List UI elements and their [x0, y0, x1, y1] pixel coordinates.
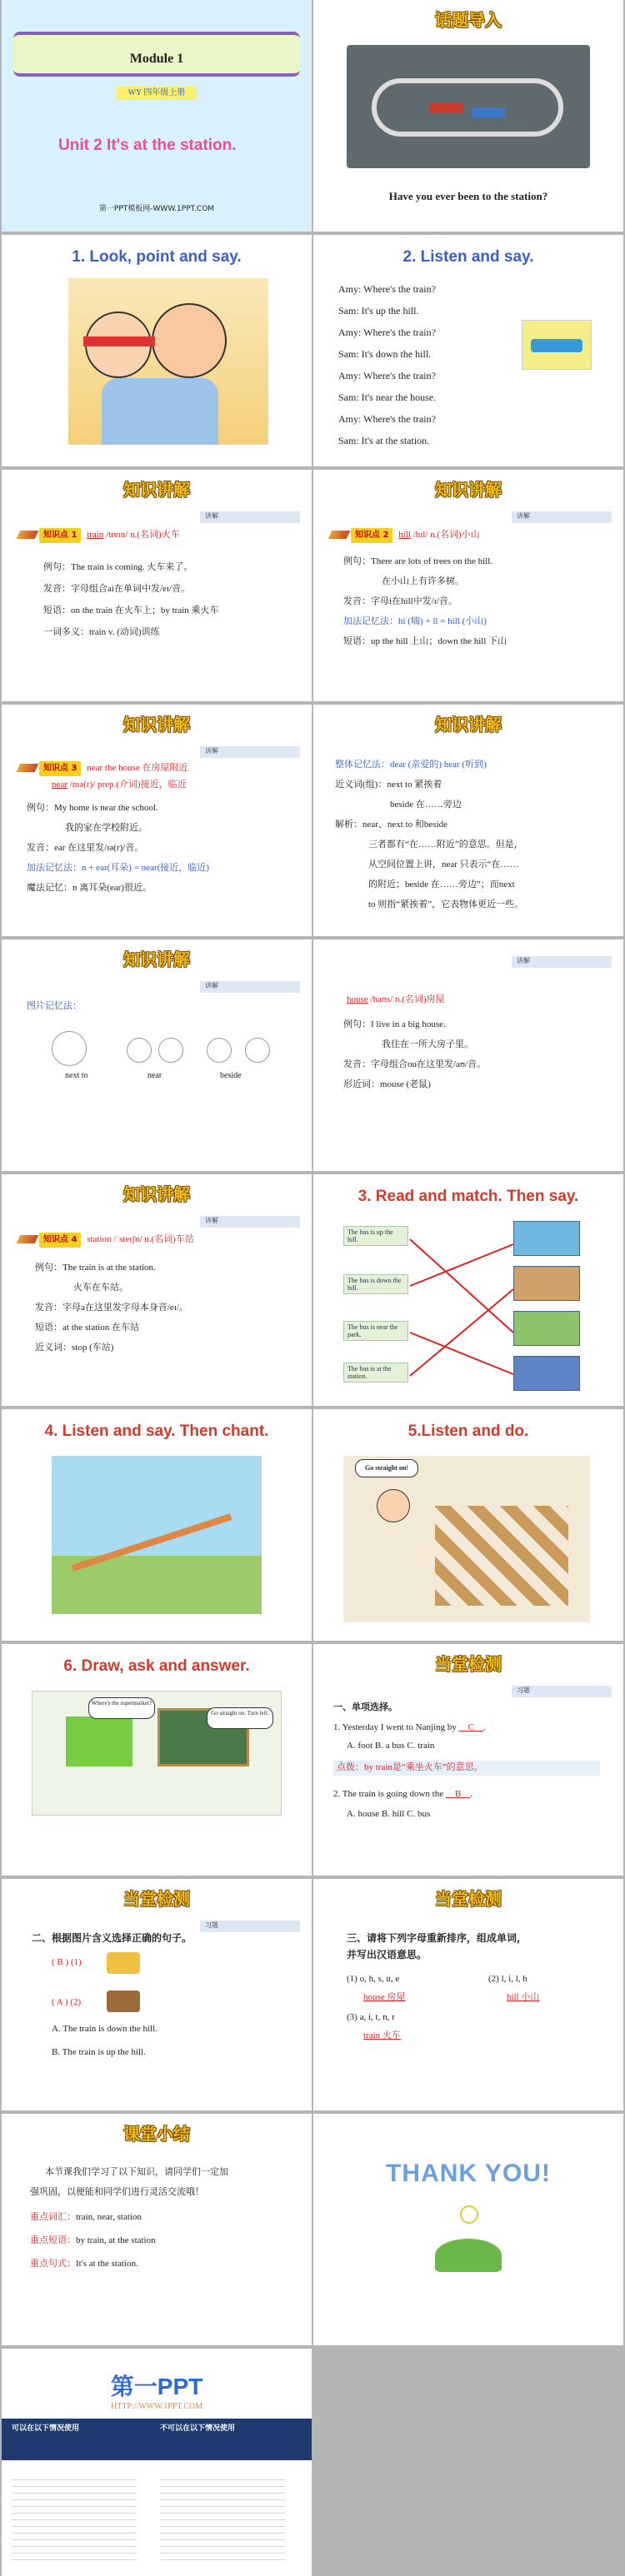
answer: house 房屋: [363, 1992, 406, 2002]
answer: ( B ) (1): [52, 1957, 82, 1967]
word: house: [347, 994, 368, 1004]
slide-title: 4. Listen and say. Then chant.: [44, 1423, 269, 1440]
option: A. The train is down the hill.: [52, 2024, 158, 2034]
site-label: 第一PPT模板网-WWW.1PPT.COM: [98, 205, 215, 213]
line: 从空间位置上讲，near 只表示“在……: [368, 859, 519, 869]
match-box[interactable]: The bus is at the station.: [343, 1363, 408, 1383]
line: to 则指“紧挨着”，它表物体更近一些。: [368, 899, 524, 909]
module-title: Module 1: [129, 52, 184, 66]
pen-icon: [328, 531, 351, 539]
section-head: 三、请将下列字母重新排序，组成单词，: [347, 1932, 528, 1944]
line: 短语：on the train 在火车上；by train 乘火车: [43, 605, 219, 615]
badge: 讲解: [200, 981, 300, 993]
dialogue-line: Sam: It's down the hill.: [338, 348, 432, 360]
match-lines: [408, 1224, 515, 1399]
slide-footer-brand[interactable]: [2, 2349, 312, 2576]
line: 发音：字母组合ou在这里发/aʊ/音。: [343, 1059, 487, 1069]
badge: 讲解: [200, 511, 300, 523]
slide-knowledge-2[interactable]: [313, 470, 623, 701]
definition: station /ˈsteɪʃn/ n.(名词)车站: [87, 1234, 194, 1244]
slide-title: 知识讲解: [123, 480, 190, 500]
line: 例句：The train is at the station.: [35, 1263, 156, 1273]
line: 在小山上有许多树。: [382, 576, 464, 586]
pen-icon: [17, 764, 39, 772]
line: 解析：near、next to 和beside: [335, 820, 448, 830]
slide-topic-intro[interactable]: [313, 0, 623, 232]
slide-title: 知识讲解: [123, 1184, 190, 1204]
label: 重点短语：: [30, 2235, 76, 2245]
value: It's at the station.: [76, 2259, 138, 2269]
slide-title: 2. Listen and say.: [402, 248, 534, 266]
slide-picture-memory[interactable]: [2, 939, 312, 1171]
train-picture: [522, 320, 592, 370]
section-head: 二、根据图片含义选择正确的句子。: [32, 1932, 192, 1944]
line: 魔法记忆：n 离耳朵(ear)很近。: [27, 883, 152, 893]
pen-icon: [17, 1235, 39, 1243]
thank-you-text: THANK YOU!: [386, 2160, 551, 2187]
method-label: 图片记忆法：: [27, 1001, 82, 1011]
slide-knowledge-1[interactable]: [2, 470, 312, 701]
slide-knowledge-3b[interactable]: [313, 705, 623, 936]
dialogue-line: Amy: Where's the train?: [338, 413, 436, 425]
speech-bubble: Where's the supermarket?: [88, 1697, 155, 1719]
classroom-illustration: [343, 1456, 590, 1622]
question: 1. Yesterday I went to Nanjing by: [333, 1722, 459, 1732]
train-picture: [107, 1952, 140, 1974]
answer: train 火车: [363, 2030, 401, 2040]
slide-knowledge-3[interactable]: [2, 705, 312, 936]
allowed-heading: 可以在以下情况使用: [12, 2424, 80, 2432]
line: 一词多义：train v. (动词)训练: [43, 627, 160, 637]
badge: 讲解: [512, 956, 612, 968]
dialogue-line: Sam: It's up the hill.: [338, 305, 419, 316]
answer: hill 小山: [507, 1992, 540, 2002]
slide-read-match[interactable]: [313, 1174, 623, 1406]
word: near: [52, 780, 68, 790]
dialogue-line: Amy: Where's the train?: [338, 326, 436, 338]
word-label: near: [148, 1071, 162, 1080]
label: 重点词汇：: [30, 2212, 76, 2222]
slide-summary[interactable]: [2, 2114, 312, 2345]
answer: B: [454, 1789, 462, 1799]
word-label: next to: [65, 1071, 88, 1080]
slide-quiz-3[interactable]: [313, 1879, 623, 2110]
badge: 讲解: [512, 511, 612, 523]
line: 的附近；beside 在……旁边”；而next: [368, 879, 515, 889]
match-box[interactable]: The bus is down the hill.: [343, 1274, 408, 1294]
question: (2) l, i, l, h: [488, 1974, 528, 1984]
grass-icon: [435, 2239, 502, 2272]
dialogue-line: Sam: It's near the house.: [338, 391, 437, 403]
circle-icon: [245, 1038, 270, 1063]
kids-game-illustration: [68, 278, 268, 445]
value: train, near, station: [76, 2212, 142, 2222]
kp-tag: 知识点 1: [39, 528, 81, 543]
slide-quiz-2[interactable]: [2, 1879, 312, 2110]
line: 形近词：mouse (老鼠): [343, 1079, 431, 1089]
brand-url[interactable]: HTTP://WWW.1PPT.COM: [110, 2402, 202, 2411]
slide-title: 当堂检测: [123, 1889, 190, 1909]
line: 短语：at the station 在车站: [35, 1323, 139, 1333]
label: 重点句式：: [30, 2259, 76, 2269]
line: 火车在车站。: [73, 1283, 128, 1293]
question: (3) a, i, t, n, r: [347, 2012, 395, 2022]
slide-house[interactable]: [313, 939, 623, 1171]
bus-picture: [513, 1311, 580, 1346]
line: 整体记忆法：dear (亲爱的) hear (听到): [335, 760, 487, 770]
not-allowed-heading: 不可以在以下情况使用: [160, 2424, 236, 2432]
options: A. foot B. a bus C. train: [347, 1741, 435, 1751]
slide-title: 知识讲解: [123, 715, 190, 735]
dialogue-line: Amy: Where's the train?: [338, 283, 436, 295]
kp-tag: 知识点 4: [39, 1233, 81, 1248]
definition: /nɪə(r)/ prep.(介词)接近，临近: [69, 780, 187, 790]
slide-title: 知识讲解: [123, 949, 190, 969]
dialogue: [338, 278, 436, 451]
slide-title: 6. Draw, ask and answer.: [63, 1657, 250, 1675]
dialogue-line: Sam: It's at the station.: [338, 435, 430, 446]
question: (1) o, h, s, u, e: [347, 1974, 400, 1984]
option: B. The train is up the hill.: [52, 2047, 146, 2057]
kp-tag: 知识点 2: [351, 528, 392, 543]
phrase: near the house 在房屋附近: [87, 763, 188, 773]
pen-icon: [17, 531, 39, 539]
flower-icon: [460, 2205, 478, 2224]
line: 例句：I live in a big house.: [343, 1019, 446, 1029]
line: 加法记忆法：hi (嗨) + ll = hill (小山): [343, 616, 487, 626]
kp-tag: 知识点 3: [39, 761, 81, 776]
answer: ( A ) (2): [52, 1997, 82, 2007]
slide-title: 话题导入: [435, 10, 502, 30]
speech-bubble: Go straight on. Turn left.: [207, 1707, 273, 1729]
answer: C: [468, 1722, 474, 1732]
slide-title: 当堂检测: [435, 1889, 502, 1909]
bus-picture: [513, 1356, 580, 1391]
slide-knowledge-4[interactable]: [2, 1174, 312, 1406]
options: A. house B. hill C. bus: [347, 1809, 431, 1819]
slide-draw-ask[interactable]: [2, 1644, 312, 1876]
speech-bubble: Go straight on!: [355, 1459, 418, 1477]
line: 例句：The train is coming. 火车来了。: [43, 562, 193, 572]
info-band: [2, 2419, 312, 2460]
link-list: [12, 2474, 137, 2565]
circle-icon: [158, 1038, 183, 1063]
intro: 强巩固，以便能和同学们进行灵活交流哦！: [30, 2187, 204, 2197]
word: hill: [398, 530, 411, 540]
section-head: 并写出汉语意思。: [347, 1949, 428, 1961]
definition: /haʊs/ n.(名词)房屋: [370, 994, 445, 1004]
line: 发音：ear 在这里发/ɪə(r)/音。: [27, 843, 144, 853]
slide-look-point-say[interactable]: [2, 235, 312, 466]
slide-cover[interactable]: [2, 0, 312, 232]
badge: 讲解: [200, 746, 300, 758]
badge: 习题: [512, 1686, 612, 1697]
slide-title: 知识讲解: [435, 480, 502, 500]
line: 发音：字母i在hill中发/ɪ/音。: [343, 596, 458, 606]
slide-quiz-1[interactable]: 当堂检测 习题 一、单项选择。 1. Yesterday I went to Nanjing by __C__. A. foot B. a bus C. train 点拨：by train是“乘坐火车”的意思。 2. The train is going down the __B__. A. house B. hill C. bus: [313, 1644, 623, 1876]
line: beside 在……旁边: [390, 800, 462, 810]
line: 发音：字母a在这里发字母本身音/eɪ/。: [35, 1303, 188, 1313]
slide-title: 3. Read and match. Then say.: [358, 1188, 579, 1205]
line: 短语：up the hill 上山；down the hill 下山: [343, 636, 508, 646]
slide-thank-you[interactable]: [313, 2114, 623, 2345]
intro: 本节课我们学习了以下知识，请同学们一定加: [45, 2167, 228, 2177]
match-box[interactable]: The bus is up the hill.: [343, 1226, 408, 1246]
tip: 点拨：by train是“乘坐火车”的意思。: [333, 1761, 600, 1776]
slide-chant[interactable]: [2, 1409, 312, 1641]
slide-title: 知识讲解: [435, 715, 502, 735]
question: 2. The train is going down the: [333, 1789, 446, 1799]
line: 加法记忆法：n + ear(耳朵) = near(接近，临近): [27, 863, 209, 873]
word-label: beside: [220, 1071, 242, 1080]
bus-picture: [513, 1266, 580, 1301]
value: by train, at the station: [76, 2235, 156, 2245]
circle-icon: [52, 1031, 87, 1066]
circle-icon: [127, 1038, 152, 1063]
definition: /hɪl/ n.(名词)小山: [412, 530, 480, 540]
badge: 习题: [200, 1921, 300, 1932]
slide-listen-say[interactable]: [313, 235, 623, 466]
slide-title: 5.Listen and do.: [408, 1423, 529, 1440]
chant-illustration: [52, 1456, 262, 1614]
line: 近义词：stop (车站): [35, 1343, 114, 1353]
topic-question: Have you ever been to the station?: [388, 190, 548, 202]
match-box[interactable]: The bus is near the park.: [343, 1321, 408, 1341]
line: 我住在一所大房子里。: [382, 1039, 473, 1049]
definition: /treɪn/ n.(名词)火车: [106, 530, 180, 540]
line: 例句：There are lots of trees on the hill.: [343, 556, 493, 566]
bus-picture: [513, 1221, 580, 1256]
line: 三者都有“在……附近”的意思。但是，: [368, 840, 523, 850]
word: train: [87, 530, 104, 540]
unit-title: Unit 2 It's at the station.: [58, 137, 237, 154]
brand-logo: 第一PPT: [110, 2374, 203, 2399]
line: 例句：My home is near the school.: [27, 803, 158, 813]
section-head: 一、单项选择。: [333, 1702, 398, 1712]
line: 近义词(组)：next to 紧挨着: [335, 780, 442, 790]
train-picture: [107, 1991, 140, 2012]
link-list: [160, 2474, 285, 2565]
dialogue-line: Amy: Where's the train?: [338, 370, 436, 381]
slide-listen-do[interactable]: [313, 1409, 623, 1641]
edition-label: WY 四年级上册: [117, 87, 197, 100]
line: 我的家在学校附近。: [65, 823, 148, 833]
train-model-photo: [347, 45, 590, 168]
line: 发音：字母组合ai在单词中发/eɪ/音。: [43, 584, 190, 594]
slide-title: 1. Look, point and say.: [72, 248, 242, 266]
circle-icon: [207, 1038, 232, 1063]
slide-title: 当堂检测: [435, 1654, 502, 1674]
slide-title: 课堂小结: [123, 2124, 190, 2144]
badge: 讲解: [200, 1216, 300, 1228]
